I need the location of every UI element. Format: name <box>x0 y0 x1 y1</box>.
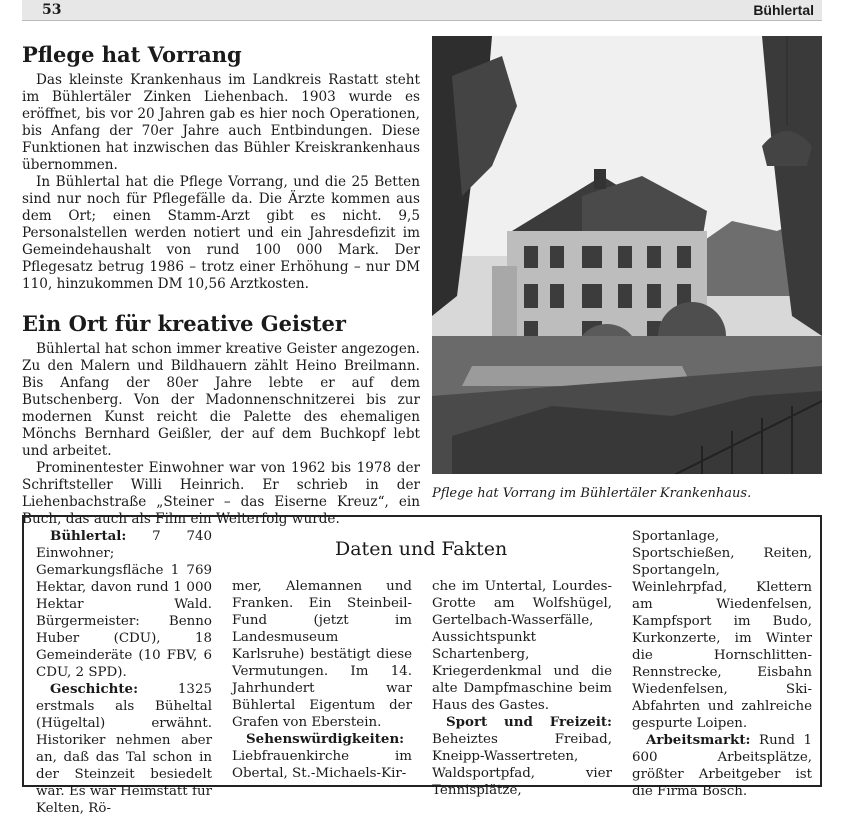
facts-column-4 <box>632 528 812 800</box>
facts-title: Daten und Fakten <box>335 538 508 560</box>
facts-column-1 <box>36 528 212 817</box>
facts-text: 7 740 Einwohner; Gemarkungsfläche 1 769 Hektar, davon rund 1 000 Hektar Wald. Bürgermeister: Benno Huber (CDU), 18 Gemeinderäte (10 FBV, 6 CDU, 2 SPD). <box>36 529 212 680</box>
facts-label: Geschichte: <box>50 681 139 697</box>
article-paragraph: Bühlertal hat schon immer kreative Geister angezogen. Zu den Malern und Bildhauern zählt Heino Breilmann. Bis Anfang der 80er Jahre lebte er auf dem Butschenberg. Von der Madonnenschnitzerei bis zur modernen Kunst reicht die Palette des ehemaligen Mönchs Bernhard Geißler, der auf dem Buchkopf lebt und arbeitet. <box>22 341 420 459</box>
article-paragraph: In Bühlertal hat die Pflege Vorrang, und die 25 Betten sind nur noch für Pflegefälle da. Die Ärzte kommen aus dem Ort; einen Stamm-Arzt gibt es nicht. 9,5 Personalstellen werden notiert und ein Jahresdefizit im Gemeindehaushalt von rund 100 000 Mark. Der Pflegesatz betrug 1986 – trotz einer Erhöhung – nur DM 110, hinzukommen DM 10,56 Arztkosten. <box>22 174 420 292</box>
article-paragraph: Das kleinste Krankenhaus im Landkreis Rastatt steht im Bühlertäler Zinken Liehenbach. 1903 wurde es eröffnet, bis vor 20 Jahren gab es hier noch Operationen, bis Anfang der 70er Jahre auch Entbindungen. Diese Funktionen hat inzwischen das Bühler Kreiskrankenhaus übernommen. <box>22 72 420 173</box>
facts-column-3 <box>432 578 612 799</box>
article-title: Pflege hat Vorrang <box>22 42 242 67</box>
article-paragraph: Prominentester Einwohner war von 1962 bis 1978 der Schriftsteller Willi Heinrich. Er schrieb in der Liehenbachstraße „Steiner – das Eiserne Kreuz“, ein Buch, das auch als Film ein Welterfolg wurde. <box>22 460 420 527</box>
facts-text: Liebfrauenkirche im Obertal, St.-Michaels-Kir- <box>232 749 412 781</box>
facts-text: Rund 1 600 Arbeitsplätze, größter Arbeitgeber ist die Firma Bosch. <box>632 733 812 799</box>
facts-label: Bühlertal: <box>50 528 127 544</box>
facts-text: Sportanlage, Sportschießen, Reiten, Sportangeln, Weinlehrpfad, Klettern am Wiedenfelsen, Kampfsport im Budo, Kurkonzerte, im Winter die Hornschlitten-Rennstrecke, Eisbahn Wiedenfelsen, Ski-Abfahrten und zahlreiche gespurte Loipen. <box>632 529 812 731</box>
section-name: Bühlertal <box>753 2 814 18</box>
facts-text: che im Untertal, Lourdes-Grotte am Wolfshügel, Gertelbach-Wasserfälle, Aussichtspunkt Schartenberg, Kriegerdenkmal und die alte Dampfmaschine beim Haus des Gastes. <box>432 579 612 713</box>
facts-text: 1325 erstmals als Büheltal (Hügeltal) erwähnt. Historiker nehmen aber an, daß das Tal schon in der Steinzeit besiedelt war. Es war Heimstatt für Kelten, Rö- <box>36 682 212 816</box>
facts-column-2 <box>232 578 412 782</box>
page-header <box>22 0 822 21</box>
article-title: Ein Ort für kreative Geister <box>22 311 346 336</box>
photo-caption: Pflege hat Vorrang im Bühlertäler Krankenhaus. <box>432 486 752 501</box>
facts-label: Sehenswürdigkeiten: <box>246 731 405 747</box>
facts-label: Sport und Freizeit: <box>446 714 612 730</box>
facts-label: Arbeitsmarkt: <box>646 732 751 748</box>
facts-text: Beheiztes Freibad, Kneipp-Wassertreten, Waldsportpfad, vier Tennisplätze, <box>432 732 612 798</box>
article-pflege <box>22 42 420 293</box>
page-number: 53 <box>42 2 62 18</box>
article-geister <box>22 311 420 528</box>
facts-text: mer, Alemannen und Franken. Ein Steinbeil-Fund (jetzt im Landesmuseum Karlsruhe) bestätigt diese Vermutungen. Im 14. Jahrhundert war Bühlertal Eigentum der Grafen von Eberstein. <box>232 579 412 730</box>
hospital-photo <box>432 36 822 474</box>
hospital-photo-illustration <box>432 36 822 474</box>
